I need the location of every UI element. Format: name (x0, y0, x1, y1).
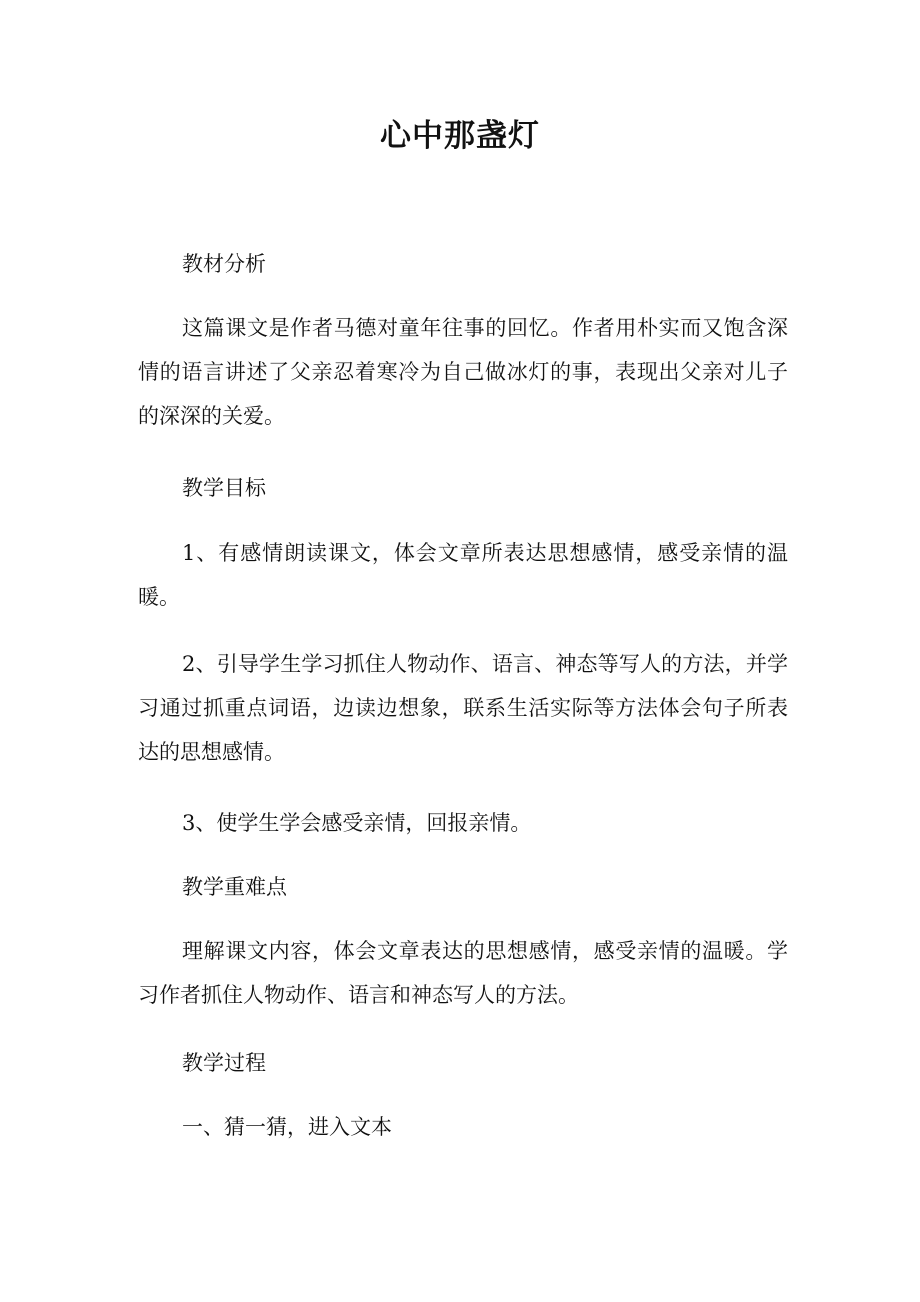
section-heading-textbook-analysis: 教材分析 (182, 252, 266, 276)
section-heading-step-one: 一、猜一猜，进入文本 (182, 1115, 392, 1139)
section-heading-teaching-goals: 教学目标 (182, 476, 266, 500)
paragraph-goal-3: 3、使学生学会感受亲情，回报亲情。 (182, 811, 532, 835)
paragraph-key-difficulties: 理解课文内容，体会文章表达的思想感情，感受亲情的温暖。学习作者抓住人物动作、语言和神态写人的方法。 (138, 939, 788, 1007)
section-heading-key-difficulties: 教学重难点 (182, 875, 287, 899)
section-heading-teaching-process: 教学过程 (182, 1051, 266, 1075)
paragraph-goal-1: 1、有感情朗读课文，体会文章所表达思想感情，感受亲情的温暖。 (138, 541, 788, 609)
page-title: 心中那盏灯 (380, 118, 540, 154)
paragraph-goal-2: 2、引导学生学习抓住人物动作、语言、神态等写人的方法，并学习通过抓重点词语，边读边想象，联系生活实际等方法体会句子所表达的思想感情。 (138, 652, 788, 764)
paragraph-textbook-analysis: 这篇课文是作者马德对童年往事的回忆。作者用朴实而又饱含深情的语言讲述了父亲忍着寒冷为自己做冰灯的事，表现出父亲对儿子的深深的关爱。 (138, 316, 788, 428)
